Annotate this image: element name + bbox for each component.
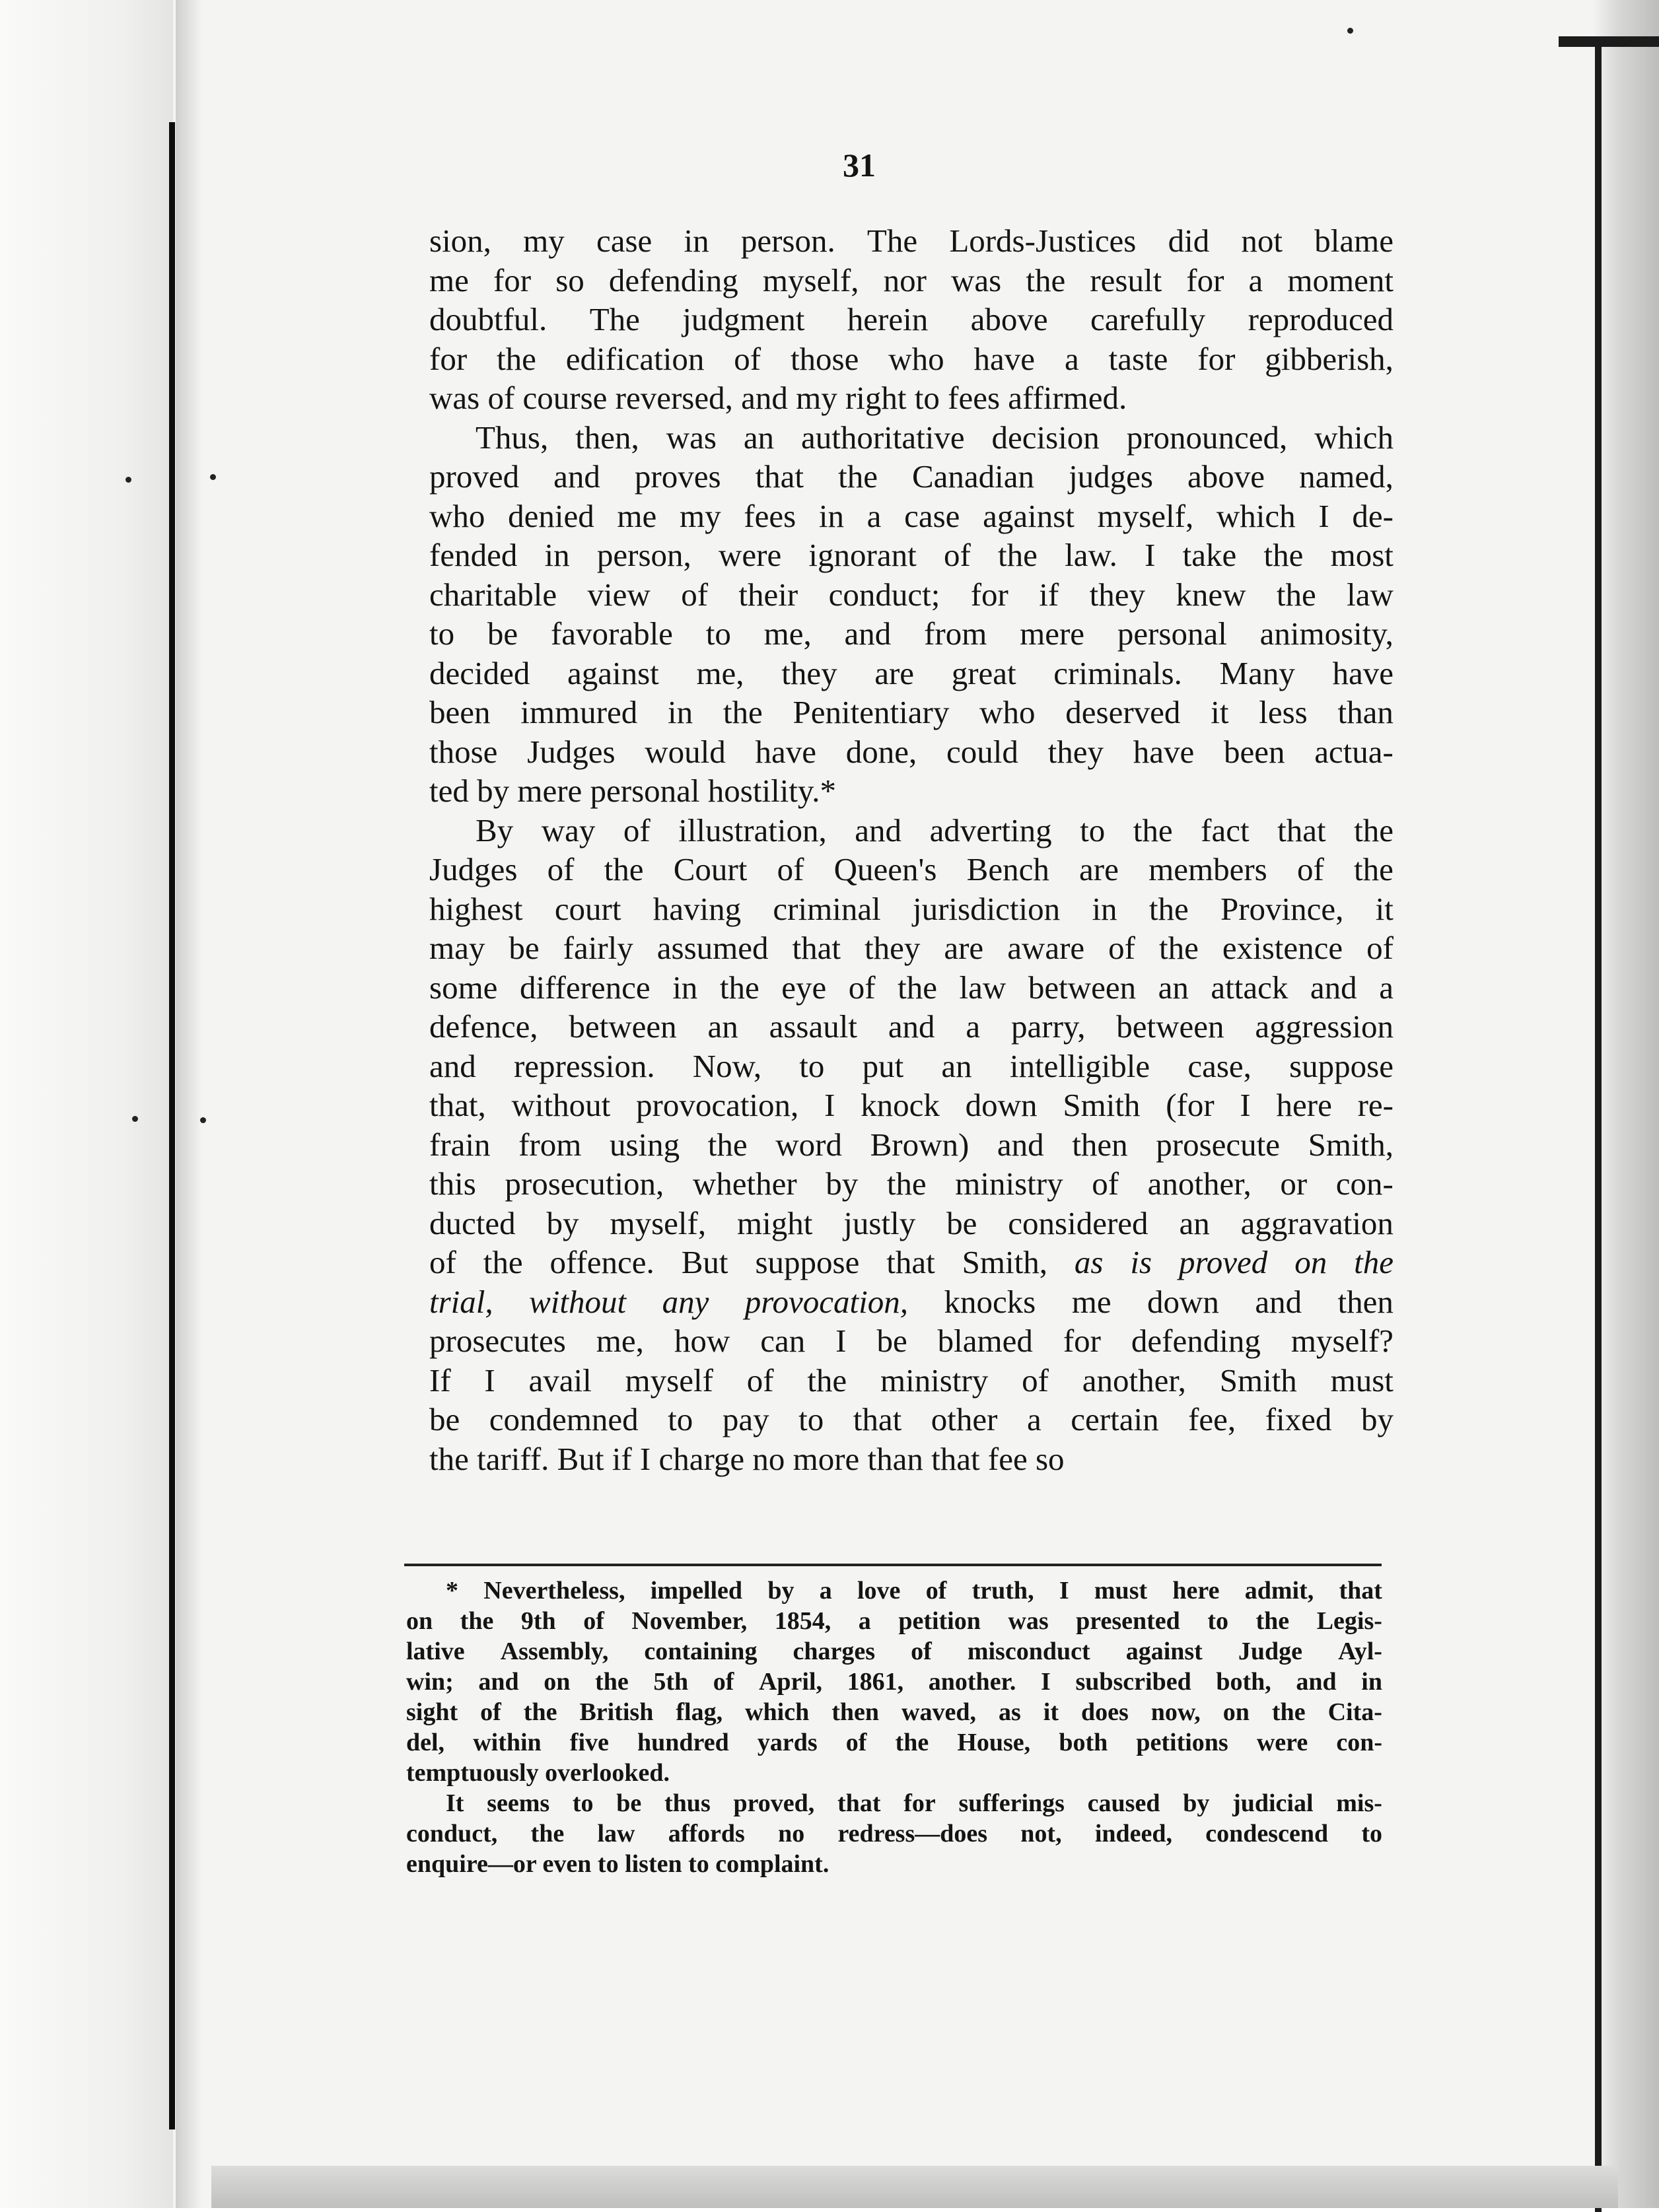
text-line: By way of illustration, and adverting to the fact that the xyxy=(476,812,1394,848)
text-line: doubtful. The judgment herein above carefully reproduced xyxy=(429,301,1394,337)
text-line: this prosecution, whether by the ministry of another, or con- xyxy=(429,1165,1394,1202)
text-line: ted by mere personal hostility.* xyxy=(429,773,836,809)
text-line: defence, between an assault and a parry, between aggression xyxy=(429,1008,1394,1045)
text-line: win; and on the 5th of April, 1861, another. I subscribed both, and in xyxy=(406,1668,1382,1696)
text-line: may be fairly assumed that they are aware of the existence of xyxy=(429,930,1394,966)
ink-speck xyxy=(125,477,131,483)
text-line: who denied me my fees in a case against myself, which I de- xyxy=(429,497,1394,534)
paragraph xyxy=(429,811,1394,1479)
text-line: del, within five hundred yards of the House, both petitions were con- xyxy=(406,1729,1382,1756)
facing-page-edge xyxy=(0,0,173,2208)
text-line: on the 9th of November, 1854, a petition was presented to the Legis- xyxy=(406,1607,1382,1635)
ink-speck xyxy=(132,1116,138,1122)
footnotes xyxy=(406,1575,1382,1879)
text-line: me for so defending myself, nor was the result for a moment xyxy=(429,261,1394,298)
text-line: enquire—or even to listen to complaint. xyxy=(406,1850,829,1878)
text-line: It seems to be thus proved, that for sufferings caused by judicial mis- xyxy=(446,1789,1382,1817)
text-line: Judges of the Court of Queen's Bench are members of the xyxy=(429,851,1394,887)
text-line: been immured in the Penitentiary who deserved it less than xyxy=(429,694,1394,730)
text-line: of the offence. But suppose that Smith, as is proved on the xyxy=(429,1244,1394,1280)
main-body-text xyxy=(429,221,1394,1478)
text-line: those Judges would have done, could they have been actua- xyxy=(429,733,1394,770)
text-line: lative Assembly, containing charges of misconduct against Judge Ayl- xyxy=(406,1638,1382,1665)
paragraph xyxy=(429,221,1394,418)
text-line: If I avail myself of the ministry of another, Smith must xyxy=(429,1362,1394,1399)
page-border-right xyxy=(1595,40,1602,2212)
text-line: Thus, then, was an authoritative decision pronounced, which xyxy=(476,419,1394,456)
text-line: highest court having criminal jurisdiction in the Province, it xyxy=(429,890,1394,927)
text-line: prosecutes me, how can I be blamed for defending myself? xyxy=(429,1323,1394,1359)
footnote-rule xyxy=(404,1564,1382,1566)
text-line: trial, without any provocation, knocks me down and then xyxy=(429,1283,1394,1320)
text-line: ducted by myself, might justly be considered an aggravation xyxy=(429,1204,1394,1241)
gutter-shadow xyxy=(176,0,202,2208)
text-line: * Nevertheless, impelled by a love of truth, I must here admit, that xyxy=(446,1577,1382,1605)
text-line: and repression. Now, to put an intelligible case, suppose xyxy=(429,1047,1394,1084)
paragraph xyxy=(429,418,1394,811)
page-edge-right xyxy=(1593,0,1659,2208)
text-line: sight of the British flag, which then waved, as it does now, on the Cita- xyxy=(406,1698,1382,1726)
text-line: temptuously overlooked. xyxy=(406,1759,670,1787)
text-line: that, without provocation, I knock down Smith (for I here re- xyxy=(429,1087,1394,1123)
paragraph xyxy=(406,1788,1382,1879)
text-line: sion, my case in person. The Lords-Justices did not blame xyxy=(429,223,1394,259)
text-line: frain from using the word Brown) and then prosecute Smith, xyxy=(429,1126,1394,1163)
text-line: for the edification of those who have a taste for gibberish, xyxy=(429,340,1394,377)
text-line: fended in person, were ignorant of the law. I take the most xyxy=(429,537,1394,573)
page-border-top xyxy=(1559,36,1659,47)
text-line: conduct, the law affords no redress—does not, indeed, condescend to xyxy=(406,1820,1382,1848)
text-line: decided against me, they are great criminals. Many have xyxy=(429,654,1394,691)
text-line: be condemned to pay to that other a certain fee, fixed by xyxy=(429,1401,1394,1437)
page-edge-bottom xyxy=(211,2166,1618,2208)
paragraph xyxy=(406,1575,1382,1788)
text-line: the tariff. But if I charge no more than that fee so xyxy=(429,1440,1065,1477)
text-line: was of course reversed, and my right to fees affirmed. xyxy=(429,380,1127,416)
page-number: 31 xyxy=(843,147,876,184)
ink-speck xyxy=(1347,28,1353,34)
text-line: to be favorable to me, and from mere personal animosity, xyxy=(429,615,1394,652)
text-line: some difference in the eye of the law between an attack and a xyxy=(429,969,1394,1006)
ink-speck xyxy=(210,474,216,480)
text-line: charitable view of their conduct; for if they knew the law xyxy=(429,576,1394,613)
text-line: proved and proves that the Canadian judges above named, xyxy=(429,458,1394,495)
ink-speck xyxy=(200,1117,206,1123)
binding-gutter xyxy=(169,122,175,2129)
